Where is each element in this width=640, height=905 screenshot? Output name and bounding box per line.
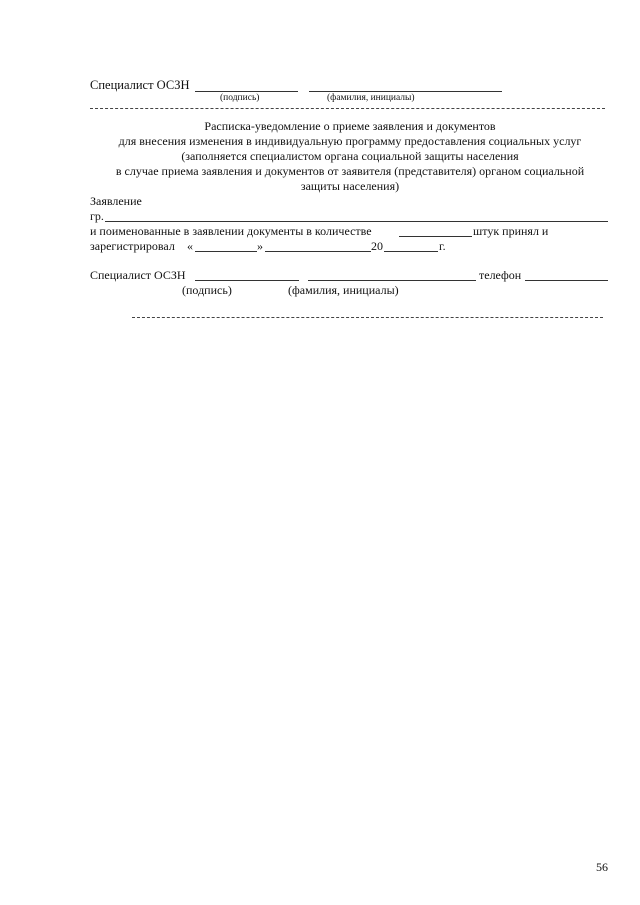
bottom-specialist-label: Специалист ОСЗН	[90, 268, 186, 282]
top-signature-caption: (подпись)	[220, 93, 260, 103]
year-suffix: г.	[439, 239, 446, 253]
reg-day-line[interactable]	[195, 251, 257, 252]
docs-count-line[interactable]	[399, 236, 472, 237]
cut-line-top	[90, 108, 605, 109]
phone-line[interactable]	[525, 280, 608, 281]
top-name-line[interactable]	[309, 91, 502, 92]
docs-text-2: штук принял и	[473, 224, 549, 238]
bottom-name-caption: (фамилия, инициалы)	[288, 283, 399, 297]
reg-month-line[interactable]	[265, 251, 371, 252]
bottom-signature-line[interactable]	[195, 280, 299, 281]
year-prefix: 20	[371, 239, 383, 253]
reg-year-line[interactable]	[384, 251, 438, 252]
bottom-signature-caption: (подпись)	[182, 283, 232, 297]
quote-close: »	[257, 239, 263, 253]
statement-label: Заявление	[90, 194, 142, 208]
citizen-name-line[interactable]	[105, 221, 608, 222]
cut-line-bottom	[132, 317, 603, 318]
receipt-title-line-3: (заполняется специалистом органа социальной защиты населения	[181, 149, 519, 163]
receipt-title-line-1: Расписка-уведомление о приеме заявления и документов	[204, 119, 496, 133]
docs-text-1: и поименованные в заявлении документы в количестве	[90, 224, 372, 238]
quote-open: «	[187, 239, 193, 253]
top-specialist-label: Специалист ОСЗН	[90, 78, 190, 92]
top-signature-line[interactable]	[195, 91, 298, 92]
receipt-title-line-5: защиты населения)	[300, 179, 400, 193]
receipt-title-line-4: в случае приема заявления и документов от заявителя (представителя) органом социальной	[115, 164, 585, 178]
phone-label: телефон	[479, 268, 522, 282]
bottom-name-line[interactable]	[308, 280, 476, 281]
citizen-prefix: гр.	[90, 209, 104, 223]
page-number: 56	[596, 860, 608, 874]
top-name-caption: (фамилия, инициалы)	[327, 93, 415, 103]
registered-label: зарегистрировал	[90, 239, 175, 253]
receipt-title-line-2: для внесения изменения в индивидуальную программу предоставления социальных услуг	[118, 134, 582, 148]
